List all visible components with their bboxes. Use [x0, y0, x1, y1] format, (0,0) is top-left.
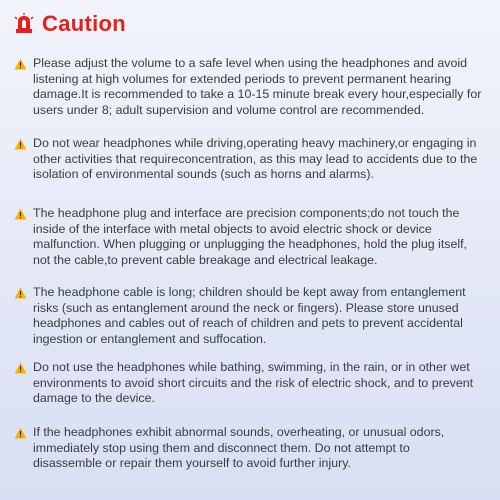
caution-header: [14, 8, 126, 40]
warning-item: [14, 136, 482, 183]
warning-triangle-icon: [14, 138, 27, 150]
warning-item: [14, 56, 482, 118]
warning-text: If the headphones exhibit abnormal sounds, overheating, or unusual odors, immediately stop using them and disconnect them. Do not attempt to disassemble or repair them yourself to avoid further injury.: [33, 425, 445, 470]
warning-text: The headphone plug and interface are precision components;do not touch the inside of the interface with metal objects to avoid electric shock or device malfunction. When plugging or unplugging the headphones, hold the plug itself, not the cable,to prevent cable breakage and electrical leakage.: [33, 206, 467, 267]
warning-text: Please adjust the volume to a safe level when using the headphones and avoid listening at high volumes for extended periods to prevent permanent hearing damage.It is recommended to take a 10-15 minute break every hour,especially for users under 8; adult supervision and volume control are recommended.: [33, 56, 482, 117]
warning-item: [14, 360, 482, 407]
warning-triangle-icon: [14, 362, 27, 374]
warning-text: Do not wear headphones while driving,operating heavy machinery,or engaging in other activities that requireconcentration, as this may lead to accidents due to the isolation of environmental sounds (such as horns and alarms).: [33, 136, 478, 181]
warning-triangle-icon: [14, 427, 27, 439]
page-title: Caution: [42, 11, 126, 36]
siren-icon: [14, 13, 34, 35]
warning-text: Do not use the headphones while bathing, swimming, in the rain, or in other wet environments to avoid short circuits and the risk of electric shock, and to prevent damage to the device.: [33, 360, 474, 405]
warning-text: The headphone cable is long; children should be kept away from entanglement risks (such as entanglement around the neck or fingers). Please store unused headphones and cables out of reach of children and pets to prevent accidental ingestion or entanglement and suffocation.: [33, 285, 466, 346]
warning-triangle-icon: [14, 208, 27, 220]
warning-item: [14, 425, 482, 472]
warning-item: [14, 285, 482, 347]
warning-item: [14, 206, 482, 268]
warning-triangle-icon: [14, 287, 27, 299]
warning-triangle-icon: [14, 58, 27, 70]
